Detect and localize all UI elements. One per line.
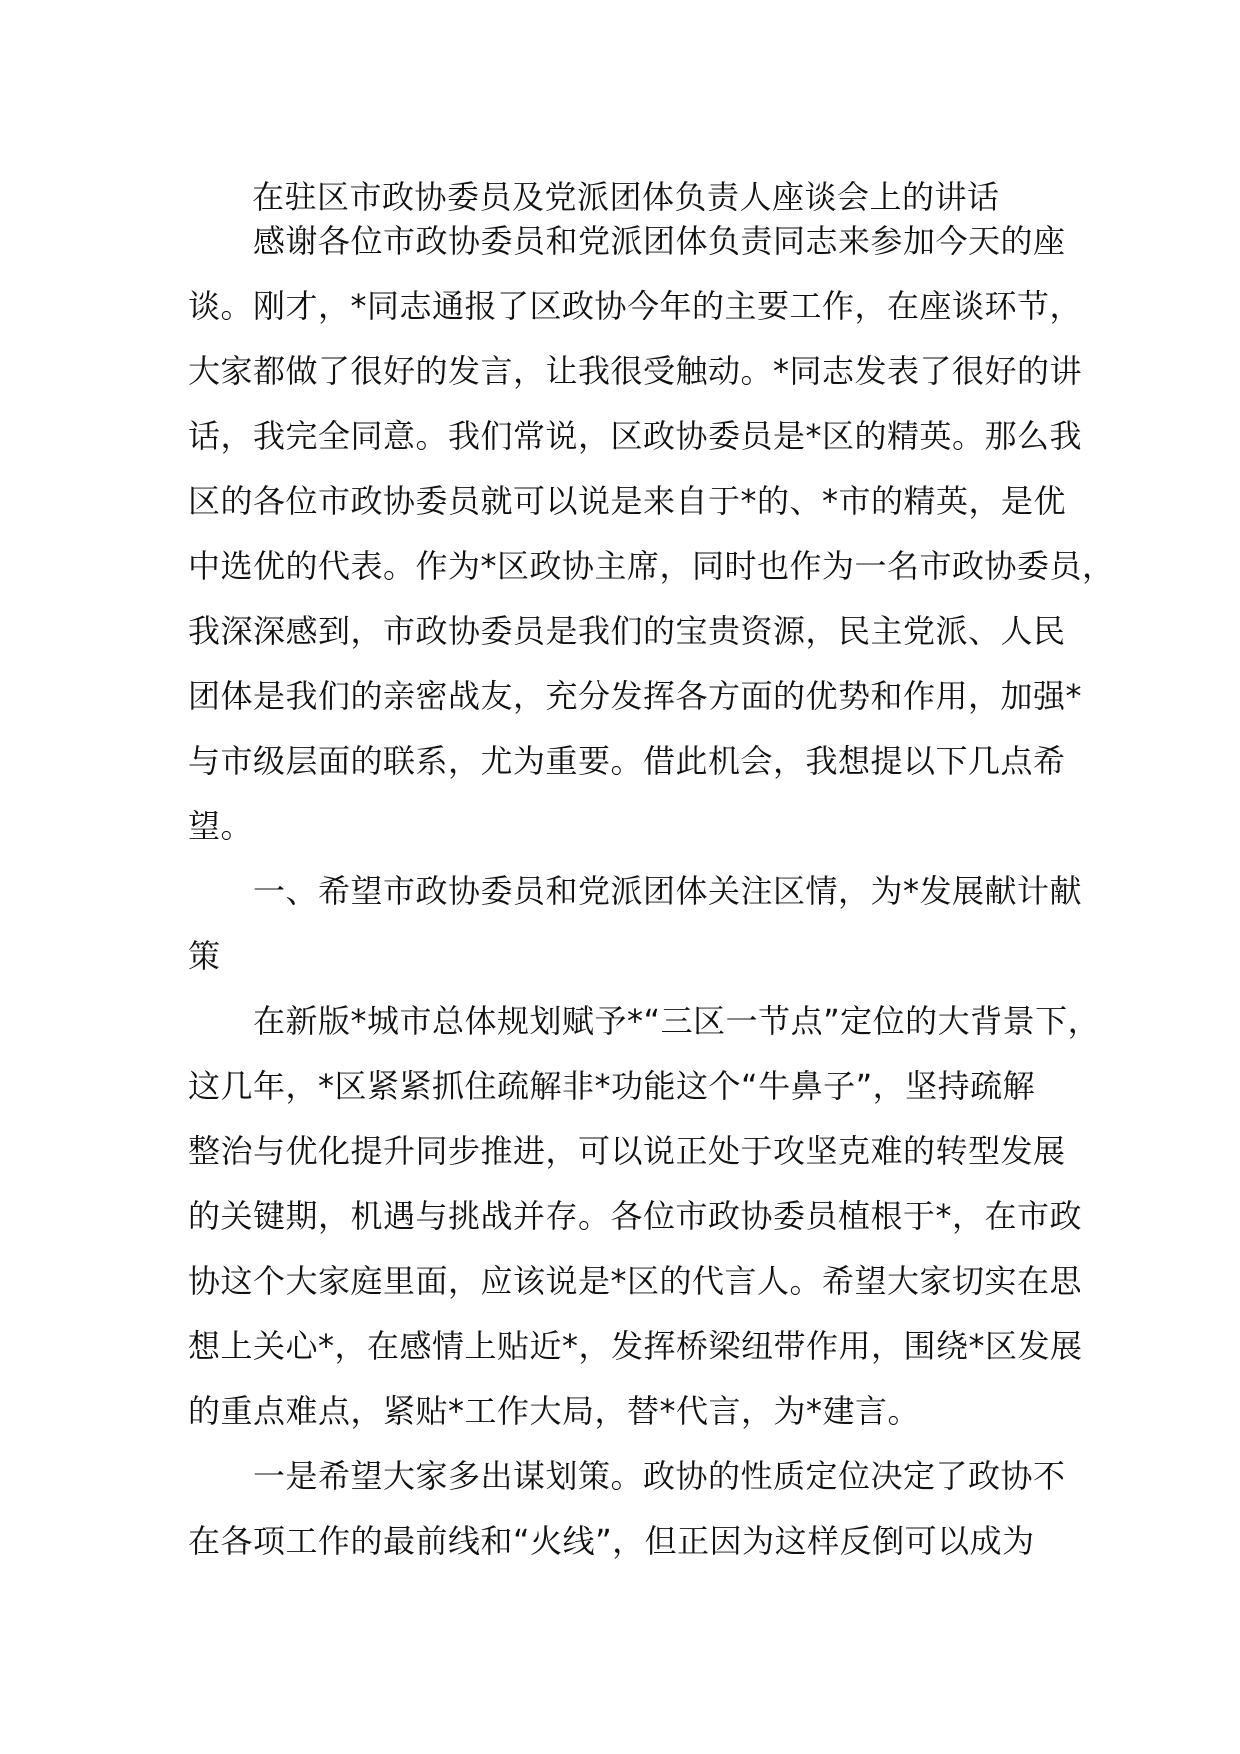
body-line: 这几年，*区紧紧抓住疏解非*功能这个“牛鼻子”，坚持疏解 bbox=[188, 1067, 1036, 1105]
body-line: 策 bbox=[188, 937, 221, 975]
body-line: 望。 bbox=[188, 807, 254, 845]
body-line: 谈。刚才，*同志通报了区政协今年的主要工作，在座谈环节， bbox=[188, 287, 1083, 325]
body-line: 我深深感到，市政协委员是我们的宝贵资源，民主党派、人民 bbox=[188, 612, 1066, 650]
body-line: 话，我完全同意。我们常说，区政协委员是*区的精英。那么我 bbox=[188, 417, 1083, 455]
body-line: 想上关心*，在感情上贴近*，发挥桥梁纽带作用，围绕*区发展 bbox=[188, 1327, 1083, 1365]
body-line: 整治与优化提升同步推进，可以说正处于攻坚克难的转型发展 bbox=[188, 1132, 1066, 1170]
body-line: 协这个大家庭里面，应该说是*区的代言人。希望大家切实在思 bbox=[188, 1262, 1083, 1300]
body-line: 一是希望大家多出谋划策。政协的性质定位决定了政协不 bbox=[188, 1457, 1066, 1495]
body-line: 在新版*城市总体规划赋予*“三区一节点”定位的大背景下， bbox=[188, 1002, 1101, 1040]
body-line: 在各项工作的最前线和“火线”，但正因为这样反倒可以成为 bbox=[188, 1522, 1035, 1560]
body-line: 大家都做了很好的发言，让我很受触动。*同志发表了很好的讲 bbox=[188, 352, 1083, 390]
body-line: 区的各位市政协委员就可以说是来自于*的、*市的精英，是优 bbox=[188, 482, 1067, 520]
body-line: 的关键期，机遇与挑战并存。各位市政协委员植根于*，在市政 bbox=[188, 1197, 1083, 1235]
body-line: 的重点难点，紧贴*工作大局，替*代言，为*建言。 bbox=[188, 1392, 921, 1430]
body-line: 中选优的代表。作为*区政协主席，同时也作为一名市政协委员， bbox=[188, 547, 1115, 585]
document-title: 在驻区市政协委员及党派团体负责人座谈会上的讲话 bbox=[252, 178, 1000, 216]
body-line: 一、希望市政协委员和党派团体关注区情，为*发展献计献 bbox=[188, 872, 1083, 910]
body-line: 团体是我们的亲密战友，充分发挥各方面的优势和作用，加强* bbox=[188, 677, 1083, 715]
body-line: 感谢各位市政协委员和党派团体负责同志来参加今天的座 bbox=[188, 222, 1066, 260]
document-body bbox=[188, 209, 1115, 1574]
body-line: 与市级层面的联系，尤为重要。借此机会，我想提以下几点希 bbox=[188, 742, 1066, 780]
